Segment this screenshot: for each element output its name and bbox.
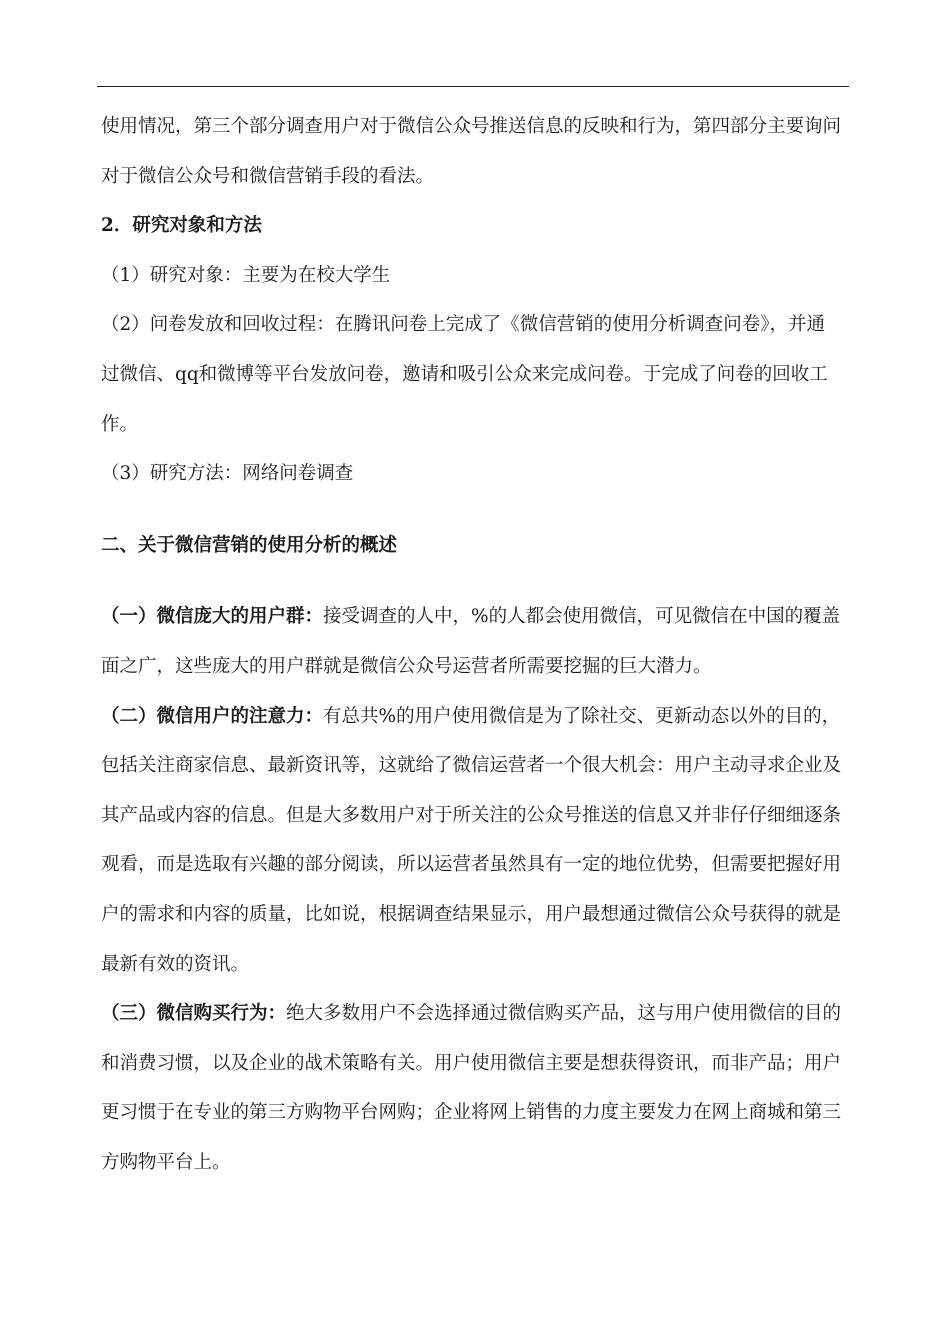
research-item-1: （1）研究对象：主要为在校大学生 [101, 264, 391, 286]
document-body [101, 102, 843, 1187]
section-heading-research: 2．研究对象和方法 [101, 215, 262, 237]
spacer [101, 499, 843, 521]
subsection-title: （二）微信用户的注意力： [101, 705, 324, 727]
spacer [101, 570, 843, 592]
part-heading-overview: 二、关于微信营销的使用分析的概述 [101, 534, 398, 556]
subsection-title: （一）微信庞大的用户群： [101, 606, 324, 628]
subsection-text: 接受调查的人中，%的人都会使用微信，可见微信在中国的覆盖面之广，这些庞大的用户群就是微信公众号运营者所需要挖掘的巨大潜力。 [101, 606, 841, 677]
subsection-text: 绝大多数用户不会选择通过微信购买产品，这与用户使用微信的目的和消费习惯，以及企业的战术策略有关。用户使用微信主要是想获得资讯，而非产品；用户更习惯于在专业的第三方购物平台网购；企业将网上销售的力度主要发力在网上商城和第三方购物平台上。 [101, 1003, 842, 1173]
intro-paragraph: 使用情况，第三个部分调查用户对于微信公众号推送信息的反映和行为，第四部分主要询问对于微信公众号和微信营销手段的看法。 [101, 116, 842, 187]
research-item-3: （3）研究方法：网络问卷调查 [101, 463, 354, 485]
subsection-attention [101, 692, 843, 990]
subsection-purchase [101, 989, 843, 1187]
subsection-user-base [101, 592, 843, 691]
subsection-title: （三）微信购买行为： [101, 1003, 287, 1025]
research-item-2: （2）问卷发放和回收过程：在腾讯问卷上完成了《微信营销的使用分析调查问卷》，并通过微信、qq和微博等平台发放问卷，邀请和吸引公众来完成问卷。于完成了问卷的回收工作。 [101, 314, 828, 435]
header-rule [97, 86, 849, 87]
subsection-text: 有总共%的用户使用微信是为了除社交、更新动态以外的目的，包括关注商家信息、最新资讯等，这就给了微信运营者一个很大机会：用户主动寻求企业及其产品或内容的信息。但是大多数用户对于所关注的公众号推送的信息又并非仔仔细细逐条观看，而是选取有兴趣的部分阅读，所以运营者虽然具有一定的地位优势，但需要把握好用户的需求和内容的质量，比如说，根据调查结果显示，用户最想通过微信公众号获得的就是最新有效的资讯。 [101, 705, 842, 975]
